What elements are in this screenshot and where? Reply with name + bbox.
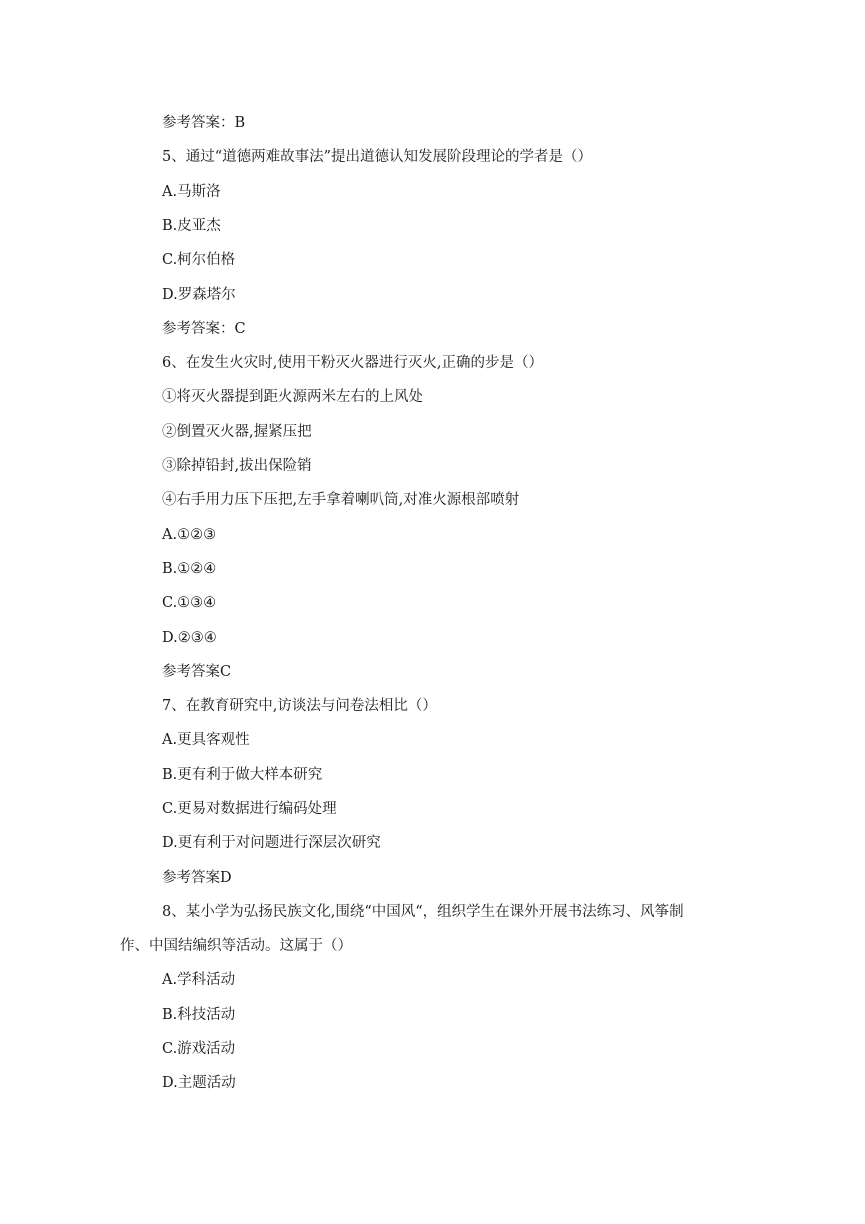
question-7: 7、在教育研究中,访谈法与问卷法相比（） (162, 698, 437, 714)
option-c: C.柯尔伯格 (162, 252, 236, 268)
answer-line: 参考答案：C (162, 321, 246, 337)
question-6: 6、在发生火灾时,使用干粉灭火器进行灭火,正确的步是（） (162, 355, 543, 371)
answer-line: 参考答案C (162, 664, 232, 680)
answer-line: 参考答案：B (162, 115, 246, 131)
step-4: ④右手用力压下压把,左手拿着喇叭筒,对准火源根部喷射 (162, 492, 520, 508)
option-a: A.马斯洛 (162, 184, 221, 200)
option-a: A.①②③ (162, 527, 217, 543)
step-1: ①将灭火器提到距火源两米左右的上风处 (162, 389, 423, 405)
question-8-continued: 作、中国结编织等活动。这属于（） (120, 938, 352, 954)
answer-line: 参考答案D (162, 870, 232, 886)
option-d: D.主题活动 (162, 1075, 236, 1091)
option-b: B.皮亚杰 (162, 218, 221, 234)
option-d: D.②③④ (162, 630, 217, 646)
question-5: 5、通过“道德两难故事法”提出道德认知发展阶段理论的学者是（） (162, 149, 593, 165)
option-b: B.科技活动 (162, 1007, 236, 1023)
option-d: D.罗森塔尔 (162, 287, 236, 303)
option-c: C.更易对数据进行编码处理 (162, 801, 337, 817)
option-c: C.游戏活动 (162, 1041, 236, 1057)
option-a: A.更具客观性 (162, 732, 250, 748)
question-8: 8、某小学为弘扬民族文化,围绕“中国风“，组织学生在课外开展书法练习、风筝制 (162, 904, 684, 920)
option-d: D.更有利于对问题进行深层次研究 (162, 835, 381, 851)
option-a: A.学科活动 (162, 972, 236, 988)
step-3: ③除掉铅封,拔出保险销 (162, 458, 312, 474)
step-2: ②倒置灭火器,握紧压把 (162, 424, 312, 440)
option-b: B.①②④ (162, 561, 217, 577)
option-b: B.更有利于做大样本研究 (162, 767, 323, 783)
option-c: C.①③④ (162, 595, 217, 611)
